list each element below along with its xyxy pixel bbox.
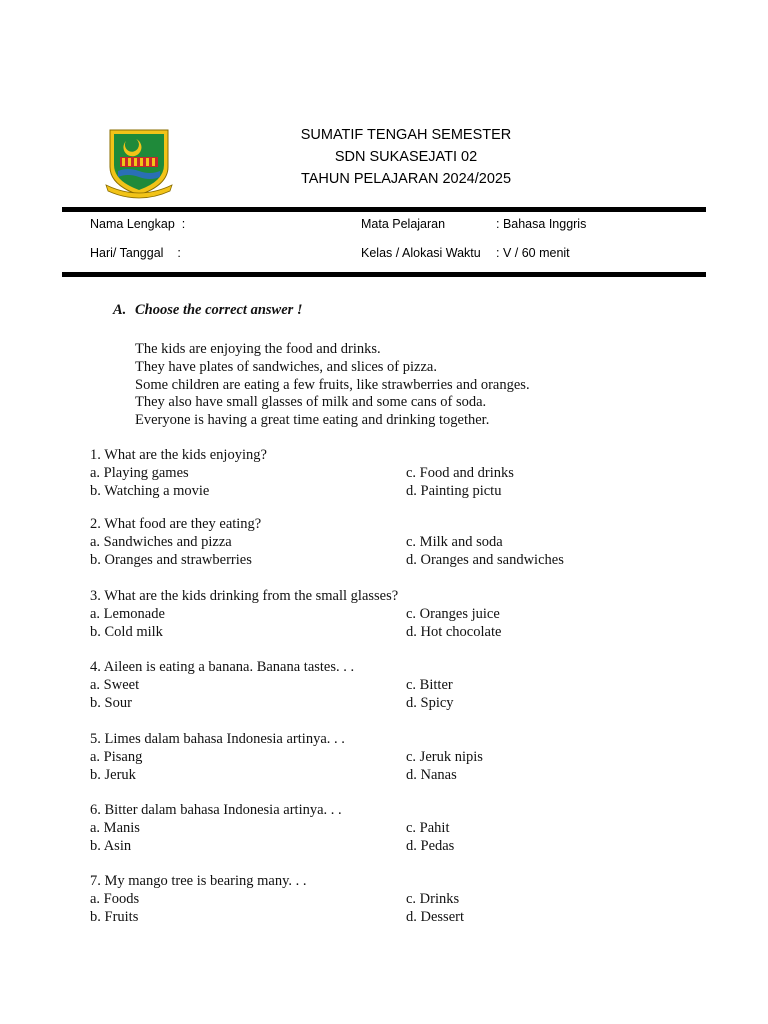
passage-line: Some children are eating a few fruits, like strawberries and oranges. — [135, 376, 530, 393]
question-5 — [90, 731, 680, 784]
question-3 — [90, 588, 680, 641]
option-b: b. Watching a movie — [90, 482, 210, 499]
question-1 — [90, 447, 680, 500]
mata-pelajaran-label: Mata Pelajaran — [361, 217, 446, 231]
question-stem: 4. Aileen is eating a banana. Banana tastes. . . — [90, 659, 355, 675]
option-d: d. Spicy — [406, 694, 454, 711]
question-2 — [90, 516, 680, 569]
option-d: d. Painting pictu — [406, 482, 502, 499]
option-a: a. Lemonade — [90, 605, 165, 622]
header-divider-top — [62, 207, 706, 212]
option-b: b. Sour — [90, 694, 132, 711]
kelas-waktu-value: : V / 60 menit — [496, 246, 570, 260]
nama-lengkap-label: Nama Lengkap : — [90, 217, 186, 231]
passage-line: They have plates of sandwiches, and slices of pizza. — [135, 358, 437, 375]
option-c: c. Drinks — [406, 890, 460, 907]
question-stem: 5. Limes dalam bahasa Indonesia artinya. . . — [90, 731, 345, 747]
kelas-waktu-label: Kelas / Alokasi Waktu — [361, 246, 481, 260]
option-c: c. Bitter — [406, 676, 453, 693]
option-b: b. Asin — [90, 837, 132, 854]
school-emblem-logo — [104, 127, 174, 201]
hari-tanggal-label: Hari/ Tanggal : — [90, 246, 181, 260]
option-d: d. Pedas — [406, 837, 455, 854]
header-divider-bottom — [62, 272, 706, 277]
question-stem: 6. Bitter dalam bahasa Indonesia artinya. . . — [90, 802, 342, 818]
section-heading — [113, 302, 303, 319]
question-stem: 3. What are the kids drinking from the small glasses? — [90, 588, 399, 604]
exam-title — [200, 124, 612, 190]
passage-line: Everyone is having a great time eating and drinking together. — [135, 412, 490, 429]
section-number: A. — [113, 302, 127, 318]
title-line-2: SDN SUKASEJATI 02 — [334, 149, 478, 165]
option-c: c. Milk and soda — [406, 533, 503, 550]
question-stem: 2. What food are they eating? — [90, 516, 262, 532]
option-a: a. Sweet — [90, 676, 140, 693]
option-b: b. Fruits — [90, 908, 139, 925]
option-d: d. Hot chocolate — [406, 623, 502, 640]
title-line-1: SUMATIF TENGAH SEMESTER — [300, 127, 512, 143]
option-c: c. Food and drinks — [406, 464, 514, 481]
passage-line: The kids are enjoying the food and drinks. — [135, 341, 381, 357]
option-b: b. Jeruk — [90, 766, 136, 783]
option-c: c. Pahit — [406, 819, 450, 836]
option-b: b. Oranges and strawberries — [90, 551, 252, 568]
option-a: a. Manis — [90, 819, 140, 836]
section-instruction: Choose the correct answer ! — [135, 302, 303, 318]
question-stem: 1. What are the kids enjoying? — [90, 447, 267, 463]
title-line-3: TAHUN PELAJARAN 2024/2025 — [300, 171, 512, 187]
question-6 — [90, 802, 680, 855]
option-a: a. Playing games — [90, 464, 189, 481]
option-a: a. Sandwiches and pizza — [90, 533, 232, 550]
question-stem: 7. My mango tree is bearing many. . . — [90, 873, 307, 889]
option-d: d. Nanas — [406, 766, 457, 783]
reading-passage — [135, 341, 530, 430]
mata-pelajaran-value: : Bahasa Inggris — [496, 217, 587, 231]
option-a: a. Foods — [90, 890, 140, 907]
option-c: c. Jeruk nipis — [406, 748, 483, 765]
option-d: d. Dessert — [406, 908, 464, 925]
question-7 — [90, 873, 680, 926]
passage-line: They also have small glasses of milk and some cans of soda. — [135, 394, 487, 411]
option-b: b. Cold milk — [90, 623, 163, 640]
option-d: d. Oranges and sandwiches — [406, 551, 564, 568]
option-c: c. Oranges juice — [406, 605, 500, 622]
option-a: a. Pisang — [90, 748, 143, 765]
question-4 — [90, 659, 680, 712]
